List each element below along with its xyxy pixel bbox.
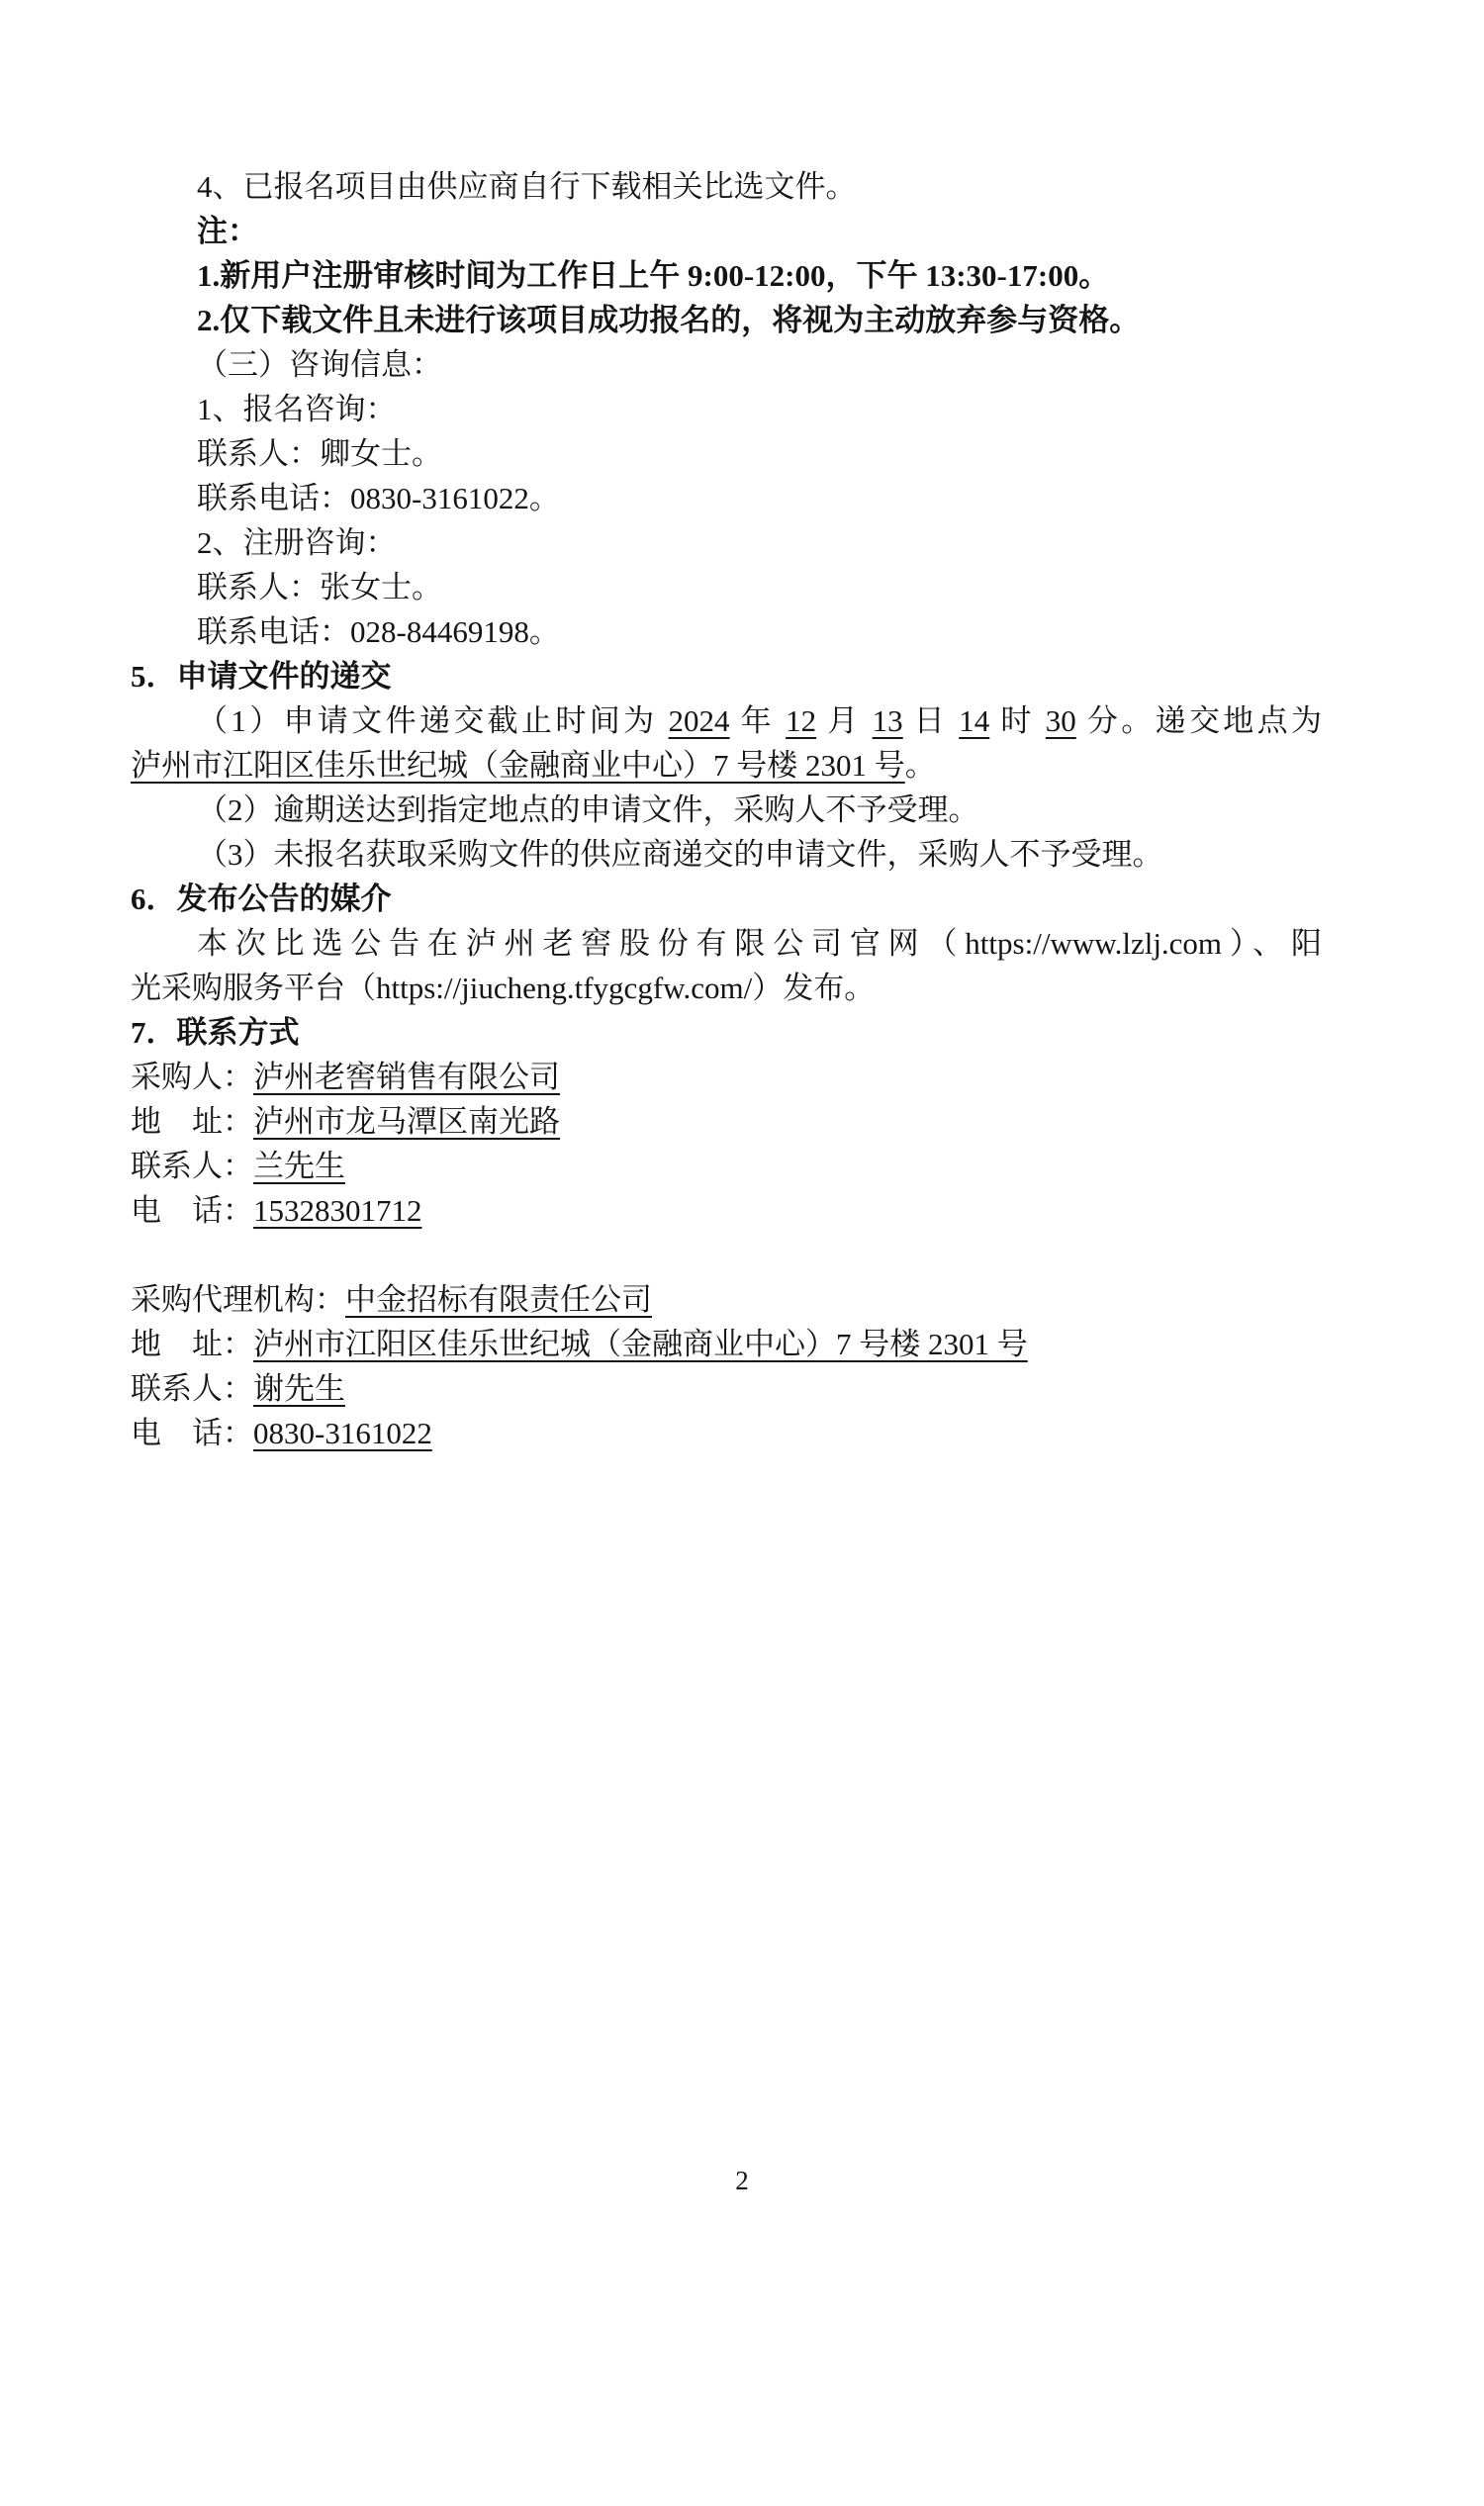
paragraph bbox=[131, 1099, 1322, 1144]
text-segment: 电 话： bbox=[131, 1416, 253, 1450]
paragraph bbox=[131, 476, 1322, 520]
text-segment: 分。递交地点为 bbox=[1075, 703, 1323, 738]
text-segment: 7．联系方式 bbox=[131, 1015, 300, 1050]
underlined-text: 30 bbox=[1045, 703, 1076, 738]
paragraph bbox=[131, 387, 1322, 431]
text-segment: （3）未报名获取采购文件的供应商递交的申请文件，采购人不予受理。 bbox=[197, 837, 1163, 872]
text-segment: 。 bbox=[904, 748, 936, 783]
underlined-text: 谢先生 bbox=[253, 1371, 345, 1406]
text-segment: 时 bbox=[989, 703, 1046, 738]
paragraph bbox=[131, 966, 1322, 1010]
text-segment: 年 bbox=[729, 703, 787, 738]
text-segment: 1.新用户注册审核时间为工作日上午 9:00-12:00，下午 13:30-17:00。 bbox=[197, 258, 1110, 293]
text-segment: 联系人： bbox=[131, 1371, 253, 1406]
paragraph bbox=[131, 431, 1322, 476]
text-segment: 月 bbox=[816, 703, 873, 738]
underlined-text: 14 bbox=[959, 703, 990, 738]
paragraph bbox=[131, 921, 1322, 966]
paragraph bbox=[131, 298, 1322, 342]
text-segment: （1）申请文件递交截止时间为 bbox=[197, 703, 669, 738]
underlined-text: 泸州老窖销售有限公司 bbox=[253, 1060, 560, 1094]
underlined-text: 0830-3161022 bbox=[253, 1416, 432, 1450]
text-segment: 采购人： bbox=[131, 1060, 253, 1094]
text-segment: 地 址： bbox=[131, 1104, 253, 1139]
paragraph bbox=[131, 209, 1322, 253]
text-segment: （三）咨询信息： bbox=[197, 347, 442, 382]
text-segment: 联系人：卿女士。 bbox=[197, 436, 442, 471]
text-segment: 地 址： bbox=[131, 1327, 253, 1361]
paragraph bbox=[131, 565, 1322, 609]
text-segment: 6．发布公告的媒介 bbox=[131, 882, 392, 916]
paragraph bbox=[131, 520, 1322, 565]
document-body bbox=[131, 164, 1322, 1455]
underlined-text: 兰先生 bbox=[253, 1149, 345, 1183]
text-segment: 电 话： bbox=[131, 1193, 253, 1228]
text-segment: 光采购服务平台（https://jiucheng.tfygcgfw.com/）发布。 bbox=[131, 971, 876, 1005]
text-segment: 联系电话：0830-3161022。 bbox=[197, 481, 560, 515]
paragraph bbox=[131, 1366, 1322, 1411]
text-segment: 本次比选公告在泸州老窖股份有限公司官网（https://www.lzlj.com）、阳 bbox=[197, 926, 1322, 961]
text-segment: 1、报名咨询： bbox=[197, 392, 397, 426]
underlined-text: 中金招标有限责任公司 bbox=[345, 1282, 652, 1317]
paragraph bbox=[131, 1322, 1322, 1366]
paragraph bbox=[131, 654, 1322, 698]
underlined-text: 12 bbox=[786, 703, 817, 738]
paragraph bbox=[131, 877, 1322, 921]
blank-line bbox=[131, 1233, 1322, 1277]
paragraph bbox=[131, 698, 1322, 743]
paragraph bbox=[131, 342, 1322, 387]
underlined-text: 泸州市江阳区佳乐世纪城（金融商业中心）7 号楼 2301 号 bbox=[131, 748, 905, 783]
text-segment: 日 bbox=[902, 703, 960, 738]
text-segment: 2、注册咨询： bbox=[197, 525, 397, 560]
text-segment: 2.仅下载文件且未进行该项目成功报名的，将视为主动放弃参与资格。 bbox=[197, 303, 1141, 337]
paragraph bbox=[131, 1411, 1322, 1455]
text-segment: 5．申请文件的递交 bbox=[131, 659, 392, 694]
paragraph bbox=[131, 609, 1322, 654]
underlined-text: 2024 bbox=[668, 703, 730, 738]
text-segment: 联系人：张女士。 bbox=[197, 570, 442, 604]
text-segment: 联系人： bbox=[131, 1149, 253, 1183]
paragraph bbox=[131, 1010, 1322, 1055]
underlined-text: 泸州市龙马潭区南光路 bbox=[253, 1104, 560, 1139]
paragraph bbox=[131, 1055, 1322, 1099]
text-segment: 4、已报名项目由供应商自行下载相关比选文件。 bbox=[197, 169, 857, 204]
paragraph bbox=[131, 832, 1322, 877]
paragraph bbox=[131, 1277, 1322, 1322]
paragraph bbox=[131, 253, 1322, 298]
paragraph bbox=[131, 788, 1322, 832]
page-number: 2 bbox=[735, 2166, 749, 2195]
paragraph bbox=[131, 1188, 1322, 1233]
text-segment: 联系电话：028-84469198。 bbox=[197, 614, 560, 649]
underlined-text: 泸州市江阳区佳乐世纪城（金融商业中心）7 号楼 2301 号 bbox=[253, 1327, 1028, 1361]
paragraph bbox=[131, 1144, 1322, 1188]
text-segment: 注： bbox=[197, 214, 258, 248]
paragraph bbox=[131, 743, 1322, 788]
underlined-text: 15328301712 bbox=[253, 1193, 422, 1228]
text-segment: 采购代理机构： bbox=[131, 1282, 345, 1317]
underlined-text: 13 bbox=[872, 703, 903, 738]
text-segment: （2）逾期送达到指定地点的申请文件，采购人不予受理。 bbox=[197, 792, 979, 827]
paragraph bbox=[131, 164, 1322, 209]
